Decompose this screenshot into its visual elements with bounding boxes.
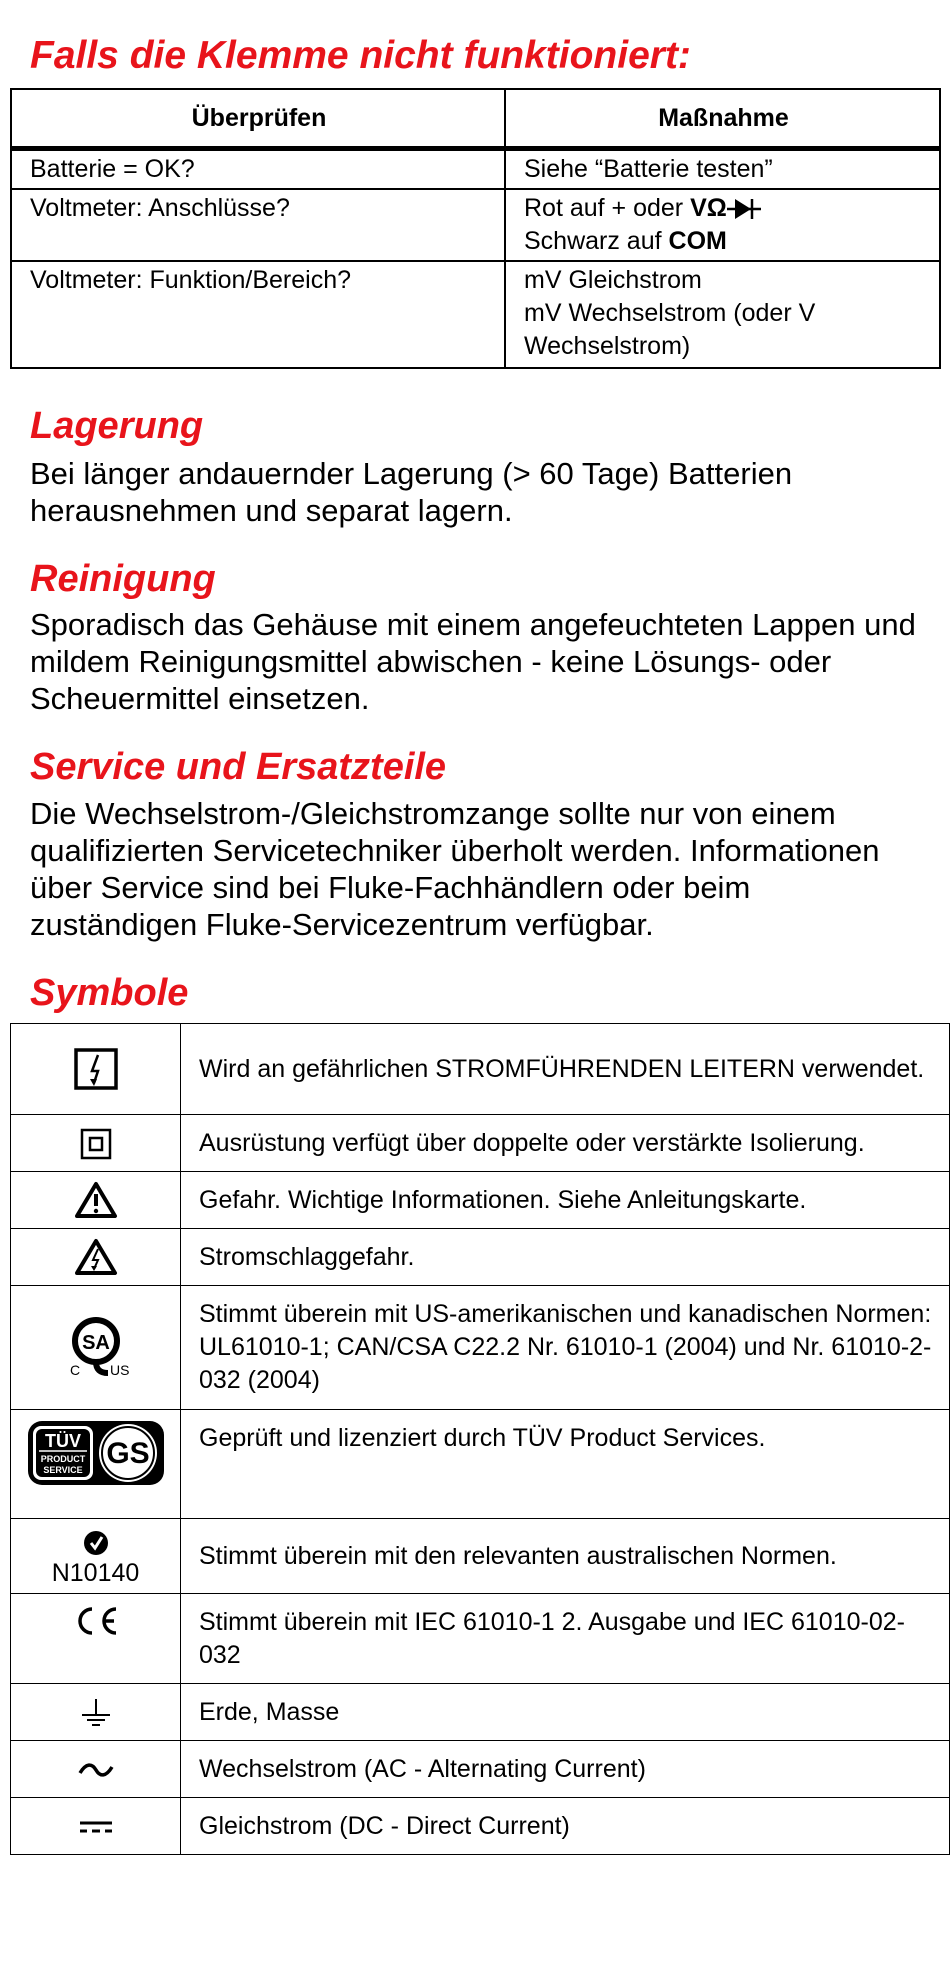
table-row [11,1741,950,1798]
service-text: Die Wechselstrom-/Gleichstromzange sollte nur von einem qualifizierten Servicetechniker überholt werden. Informationen über Service sind bei Fluke-Fachhändlern oder beim zuständigen Fluke-Servicezentrum verfügbar. [30,796,880,942]
storage-heading: Lagerung [30,405,204,447]
symbol-description: Stimmt überein mit US-amerikanischen und kanadischen Normen: UL61010-1; CAN/CSA C22.2 Nr. 61010-1 (2004) und Nr. 61010-2-032 (2004) [181,1286,950,1410]
table-row [11,149,940,190]
action-text: Rot auf + oder [524,194,691,222]
table-row [11,261,940,368]
check-cell: Voltmeter: Funktion/Bereich? [11,261,505,368]
symbol-description: Ausrüstung verfügt über doppelte oder verstärkte Isolierung. [181,1115,950,1172]
table-row [11,189,940,261]
troubleshooting-heading: Falls die Klemme nicht funktioniert: [30,34,691,77]
table-row [11,1594,950,1684]
c-tick-code: N10140 [51,1558,140,1587]
dc-icon [78,1819,114,1835]
symbol-cell [11,1172,181,1229]
symbol-description: Wird an gefährlichen STROMFÜHRENDEN LEITERN verwendet. [181,1024,950,1115]
storage-text: Bei länger andauernder Lagerung (> 60 Tage) Batterien herausnehmen und separat lagern. [30,456,793,528]
ac-icon [78,1762,114,1778]
vohm-terminal-label: VΩ [690,194,727,222]
column-header-action: Maßnahme [505,89,940,149]
symbol-description: Erde, Masse [181,1684,950,1741]
c-tick-mark-icon [82,1529,110,1557]
tuv-product: PRODUCT [40,1454,85,1464]
action-cell: Siehe “Batterie testen” [505,149,940,190]
tuv-service: SERVICE [42,1465,83,1475]
csa-us-label: US [109,1361,129,1378]
warning-triangle-icon [74,1181,118,1219]
symbol-description: Stimmt überein mit IEC 61010-1 2. Ausgabe und IEC 61010-02-032 [181,1594,950,1684]
table-row [11,1229,950,1286]
ground-icon [79,1697,113,1729]
svg-text:SA: SA [81,1331,110,1354]
symbol-cell [11,1115,181,1172]
table-row [11,1172,950,1229]
tuv-word: TÜV [44,1431,81,1451]
symbol-cell [11,1798,181,1855]
table-row [11,1286,950,1410]
cleaning-heading: Reinigung [30,558,216,600]
column-header-check: Überprüfen [11,89,505,149]
table-row [11,1684,950,1741]
symbol-cell [11,1229,181,1286]
tuv-gs-mark-icon [27,1420,165,1486]
table-row [11,1115,950,1172]
action-text: mV Gleichstrom [524,266,702,294]
symbol-description: Gefahr. Wichtige Informationen. Siehe Anleitungskarte. [181,1172,950,1229]
csa-c-label: C [69,1361,80,1378]
table-row [11,1519,950,1594]
symbol-description: Geprüft und lizenziert durch TÜV Product Services. [181,1410,950,1519]
shock-hazard-icon [74,1238,118,1276]
service-heading: Service und Ersatzteile [30,746,447,788]
ce-mark-icon [72,1606,120,1636]
live-conductor-icon [73,1047,119,1091]
action-cell [505,261,940,368]
symbol-cell [11,1741,181,1798]
table-row [11,1798,950,1855]
symbol-cell [11,1024,181,1115]
action-text: mV Wechselstrom (oder V Wechselstrom) [524,299,816,360]
symbols-table [10,1023,950,1855]
symbols-heading: Symbole [30,972,189,1014]
symbol-cell [11,1594,181,1684]
action-cell [505,189,940,261]
table-header-row [11,89,940,149]
double-insulation-icon [80,1128,112,1160]
com-terminal-label: COM [668,227,727,255]
table-row [11,1024,950,1115]
cleaning-text: Sporadisch das Gehäuse mit einem angefeuchteten Lappen und mildem Reinigungsmittel abwischen - keine Lösungs- oder Scheuermittel einsetzen. [30,607,916,716]
symbol-cell [11,1519,181,1594]
action-text: Schwarz auf [524,227,669,255]
check-cell: Batterie = OK? [11,149,505,190]
symbol-description: Stimmt überein mit den relevanten australischen Normen. [181,1519,950,1594]
symbol-description: Wechselstrom (AC - Alternating Current) [181,1741,950,1798]
diode-icon [727,197,761,221]
check-cell: Voltmeter: Anschlüsse? [11,189,505,261]
symbol-cell [11,1684,181,1741]
symbol-description: Gleichstrom (DC - Direct Current) [181,1798,950,1855]
troubleshooting-table [10,88,941,369]
table-row [11,1410,950,1519]
symbol-cell [11,1286,181,1410]
symbol-description: Stromschlaggefahr. [181,1229,950,1286]
tuv-gs: GS [105,1437,150,1470]
csa-us-mark-icon [56,1313,136,1383]
symbol-cell [11,1410,181,1519]
